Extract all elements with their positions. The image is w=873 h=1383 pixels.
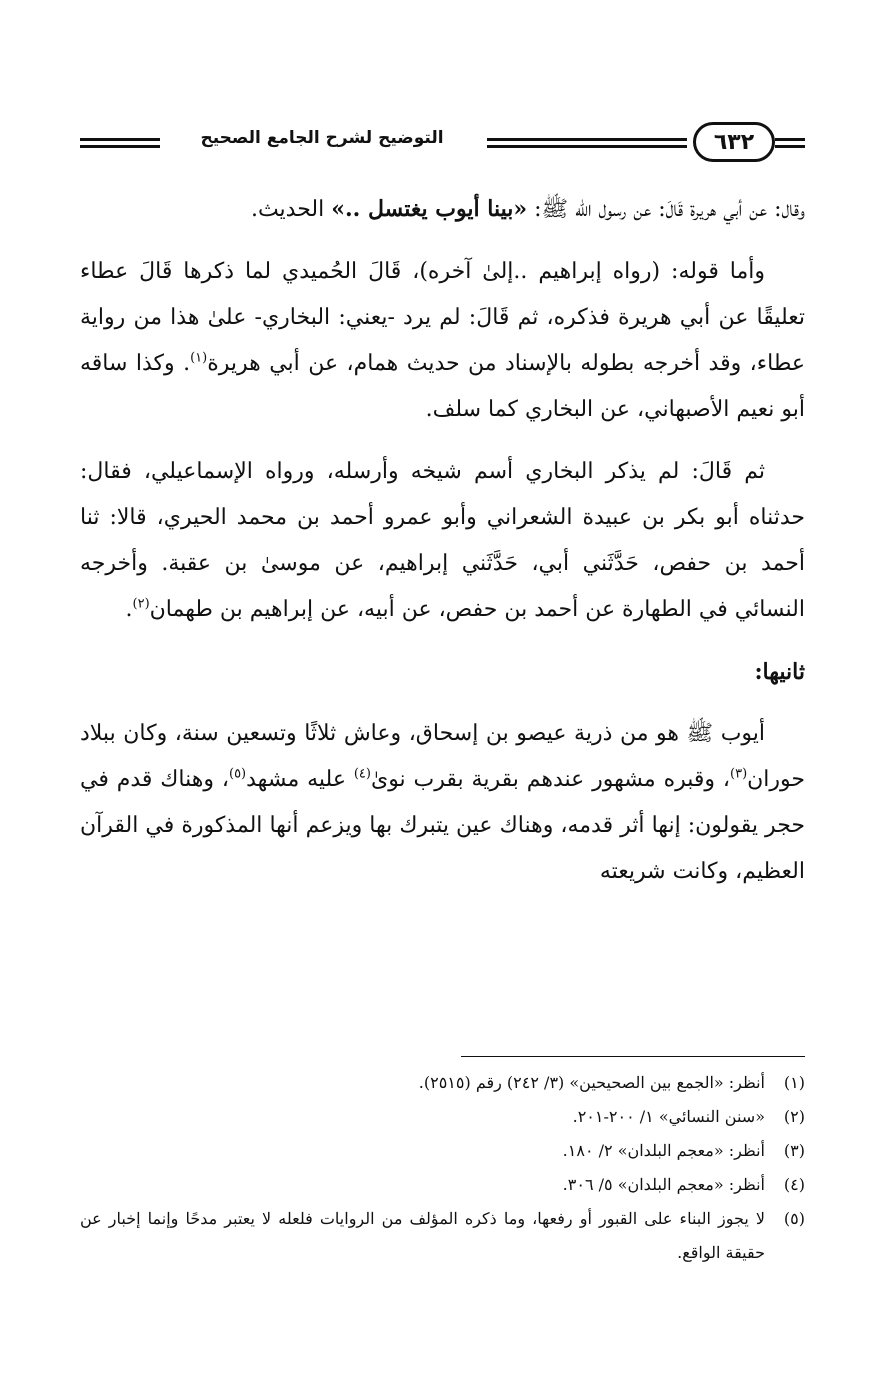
footnote-ref[interactable]: (٢): [132, 596, 150, 612]
text-run: . وكذا ساقه أبو نعيم الأصبهاني، عن البخاري كما سلف.: [80, 351, 805, 422]
header-rule: [487, 138, 687, 148]
footnote-ref[interactable]: (٣): [730, 766, 748, 782]
text-run: الحديث.: [250, 197, 332, 222]
footnote-number: (٣): [783, 1141, 805, 1160]
text-run: أيوب ﷺ هو من ذرية عيصو بن إسحاق، وعاش ثلاثًا وتسعين سنة، وكان ببلاد حوران: [80, 721, 805, 792]
footnote-ref[interactable]: (١): [190, 350, 208, 366]
footnote: [80, 1134, 805, 1168]
hadith-quote: «بينا أيوب يغتسل ..»: [331, 196, 528, 222]
footnote: [80, 1100, 805, 1134]
footnote-separator: [461, 1056, 805, 1057]
paragraph: [80, 186, 805, 233]
book-page: [80, 0, 805, 1383]
footnote-number: (١): [783, 1073, 805, 1092]
footnote-ref[interactable]: (٥): [228, 766, 247, 782]
page-number: ٦٣٢: [693, 122, 775, 162]
footnote: [80, 1168, 805, 1202]
header-rule: [80, 138, 160, 148]
footnote: [80, 1202, 805, 1270]
footnote-text: «سنن النسائي» ١/ ٢٠٠-٢٠١.: [572, 1107, 765, 1126]
footnote-text: لا يجوز البناء على القبور أو رفعها، وما ذكره المؤلف من الروايات فلعله لا يعتبر مدحًا وإنما إخبار عن حقيقة الواقع.: [80, 1209, 765, 1262]
footnote-text: أنظر: «معجم البلدان» ٥/ ٣٠٦.: [562, 1175, 765, 1194]
text-run: ، وهناك قدم في حجر يقولون: إنها أثر قدمه، وهناك عين يتبرك بها ويزعم أنها المذكورة في القرآن العظيم، وكانت شريعته: [80, 767, 805, 884]
main-text: [80, 186, 805, 911]
footnote-text: أنظر: «الجمع بين الصحيحين» (٣/ ٢٤٢) رقم (٢٥١٥).: [418, 1073, 765, 1092]
text-run: ، وقبره مشهور عندهم بقرية بقرب نوىٰ: [370, 767, 730, 792]
footnotes: [80, 1066, 805, 1270]
footnote-text: أنظر: «معجم البلدان» ٢/ ١٨٠.: [562, 1141, 765, 1160]
section-heading: ثانيها:: [754, 659, 805, 685]
paragraph: [80, 449, 805, 633]
paragraph: [80, 711, 805, 895]
running-header: [80, 122, 805, 166]
text-run: ثم قَالَ: لم يذكر البخاري أسم شيخه وأرسله، ورواه الإسماعيلي، فقال: حدثناه أبو بكر بن عبيدة الشعراني وأبو عمرو أحمد بن محمد الحيري، قالا: ثنا أحمد بن حفص، حَدَّثَني أبي، حَدَّثَني إبراهيم، عن موسىٰ بن عقبة. وأخرجه النسائي في الطهارة عن أحمد بن حفص، عن أبيه، عن إبراهيم بن طهمان: [80, 459, 805, 622]
footnote: [80, 1066, 805, 1100]
text-run: وأما قوله: (رواه إبراهيم ..إلىٰ آخره)، قَالَ الحُميدي لما ذكرها قَالَ عطاء تعليقًا عن أبي هريرة فذكره، ثم قَالَ: لم يرد -يعني: البخاري- علىٰ هذا من رواية عطاء، وقد أخرجه بطوله بالإسناد من حديث همام، عن أبي هريرة: [80, 259, 806, 376]
footnote-number: (٥): [783, 1209, 805, 1228]
header-rule: [775, 138, 805, 148]
footnote-number: (٤): [783, 1175, 805, 1194]
text-run: .: [125, 597, 133, 622]
text-run: عليه مشهد: [246, 767, 354, 792]
paragraph: [80, 249, 805, 433]
footnote-number: (٢): [783, 1107, 805, 1126]
footnote-ref[interactable]: (٤): [353, 766, 371, 782]
running-title: التوضيح لشرح الجامع الصحيح: [200, 128, 444, 148]
text-run: وقال: عن أبي هريرة قَالَ: عن رسول الله ﷺ:: [527, 197, 805, 222]
